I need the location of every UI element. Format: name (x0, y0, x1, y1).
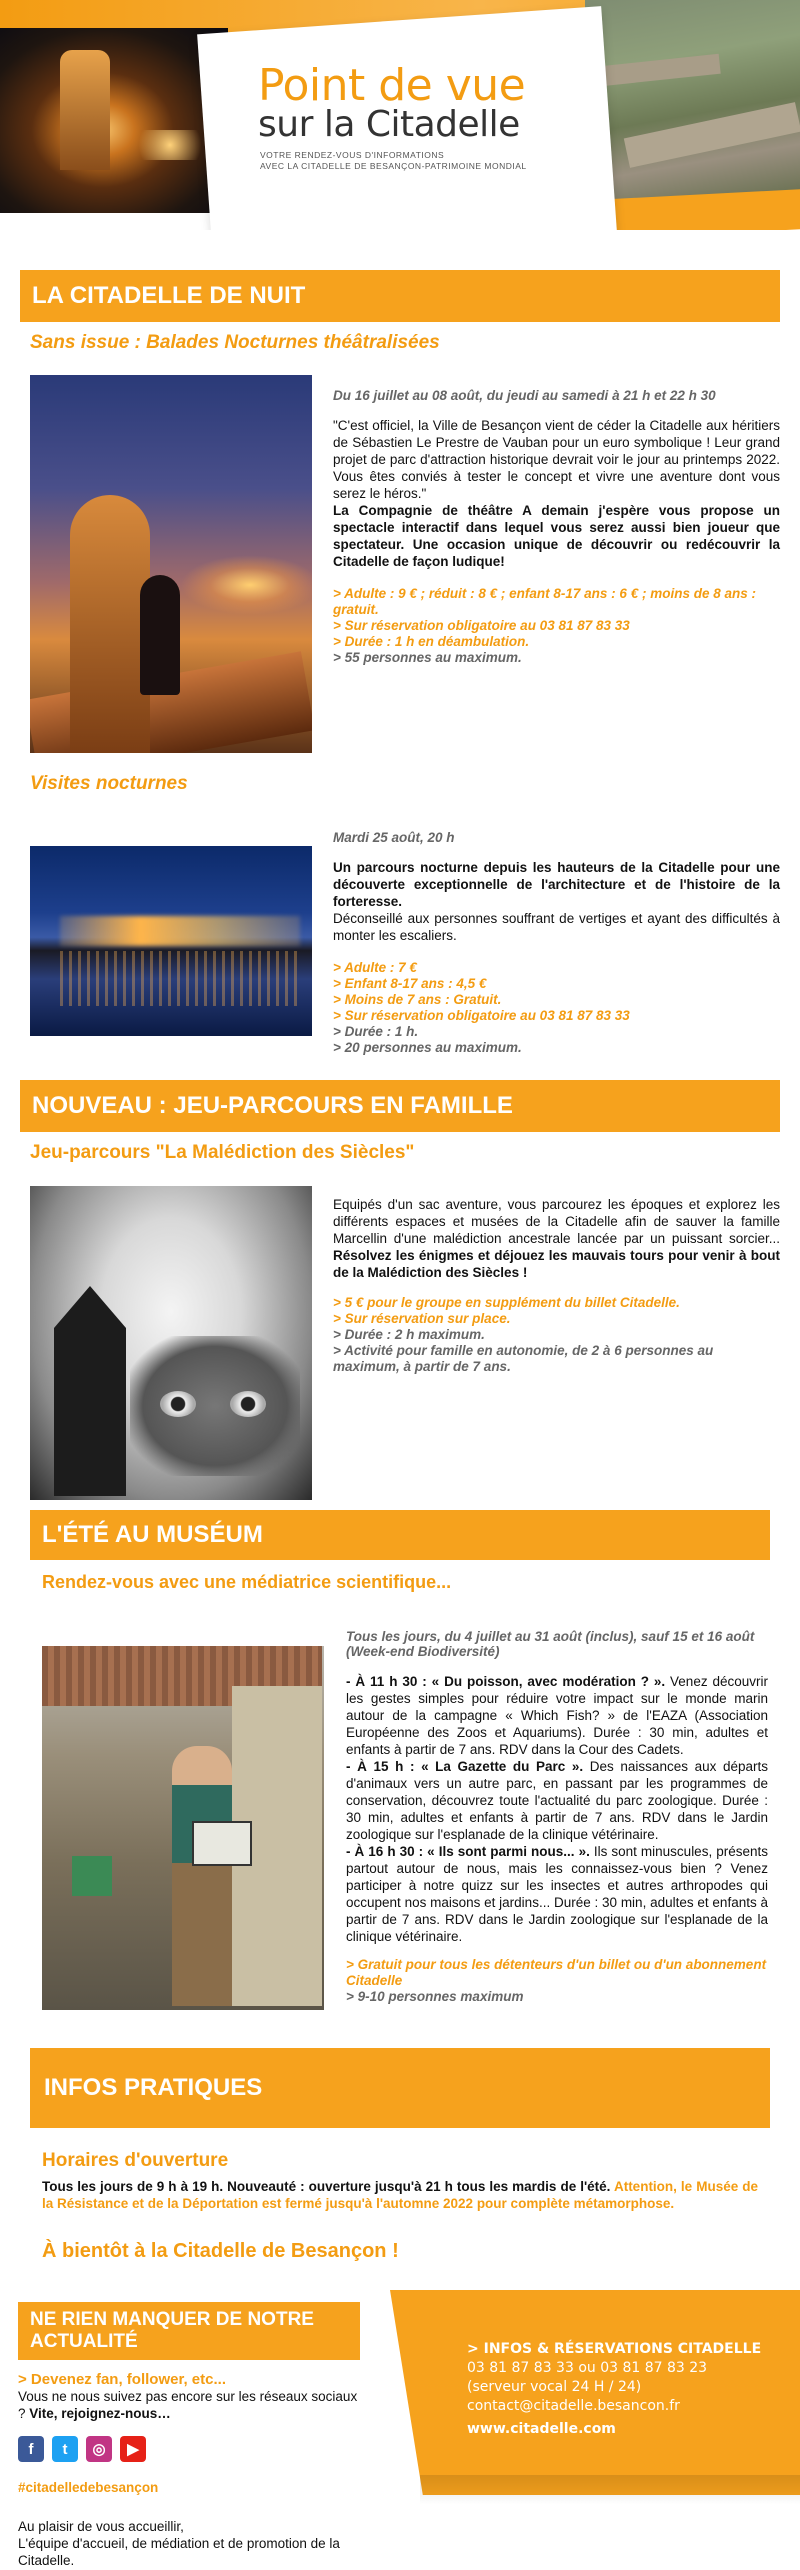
fan-text-bold: Vite, rejoignez-nous… (29, 2406, 171, 2421)
footer-banner: NE RIEN MANQUER DE NOTRE ACTUALITÉ (18, 2302, 360, 2360)
header-photo-citadelle-aerial (585, 0, 800, 205)
event-details-museum (346, 1629, 768, 2005)
jeu-description: Equipés d'un sac aventure, vous parcourez les époques et explorez les différents espaces et musées de la Citadelle afin de sauver la famille Marcellin d'une malédiction ancestrale lancée par un puissant sorcier... (333, 1197, 780, 1246)
fan-text (18, 2388, 368, 2422)
event-title-visites: Visites nocturnes (30, 773, 188, 794)
subtitle-line1: VOTRE RENDEZ-VOUS D'INFORMATIONS (260, 150, 445, 160)
subtitle-line2: AVEC LA CITADELLE DE BESANÇON-PATRIMOINE MONDIAL (260, 161, 527, 171)
fan-title[interactable]: > Devenez fan, follower, etc... (18, 2371, 226, 2388)
event-description-bold: La Compagnie de théâtre A demain j'espère vous propose un spectacle interactif dans lequel vous serez aussi bien joueur que spectateur. Une occasion unique de découvrir ou redécouvrir la Citadelle de façon ludique! (333, 503, 780, 569)
photo-jeu-parcours (30, 1186, 312, 1500)
newsletter-title: Point de vue (258, 60, 526, 111)
fan-text-main: Vous ne nous suivez pas encore sur les réseaux sociaux ? (18, 2389, 358, 2421)
museum-slot-2 (346, 1758, 768, 1843)
youtube-icon[interactable]: ▶ (120, 2436, 146, 2462)
event-capacity: > 55 personnes au maximum. (333, 650, 522, 665)
event-details-jeu (333, 1196, 780, 1375)
photo-visites-nocturnes (30, 846, 312, 1036)
social-icons (18, 2436, 368, 2462)
event-description: "C'est officiel, la Ville de Besançon vient de céder la Citadelle aux héritiers de Sébastien Le Prestre de Vauban pour un euro symbolique ! Leur grand projet de parc d'attraction historique devrait voir le jour au printemps 2022. Vous êtes conviés à tester le concept et vivre une aventure dont vous serez le héros." (333, 418, 780, 501)
jeu-description-bold: Résolvez les énigmes et déjouez les mauvais tours pour venir à bout de la Malédiction des Siècles ! (333, 1248, 780, 1280)
slot-1-text: Venez découvrir les gestes simples pour réduire votre impact sur le monde marin autour de la campagne « Which Fish? » de l'EAZA (Association Européenne des Zoos et Aquariums). Durée : 30 min, adultes et enfants à partir de 7 ans. RDV dans la Cour des Cadets. (346, 1674, 768, 1757)
farewell-text: À bientôt à la Citadelle de Besançon ! (42, 2240, 399, 2262)
footer-social (18, 2372, 368, 2569)
price-child: > Enfant 8-17 ans : 4,5 € (333, 976, 487, 991)
instagram-icon[interactable]: ◎ (86, 2436, 112, 2462)
price-small: > Moins de 7 ans : Gratuit. (333, 992, 502, 1007)
signoff-line1: Au plaisir de vous accueillir, (18, 2519, 184, 2534)
event-activity: > Activité pour famille en autonomie, de 2 à 6 personnes au maximum, à partir de 7 ans. (333, 1343, 714, 1374)
event-title-balades: Sans issue : Balades Nocturnes théâtralisées (30, 332, 440, 353)
signoff-line2: L'équipe d'accueil, de médiation et de promotion de la Citadelle. (18, 2536, 340, 2568)
museum-free: > Gratuit pour tous les détenteurs d'un billet ou d'un abonnement Citadelle (346, 1957, 767, 1988)
header (0, 0, 800, 230)
event-date: Mardi 25 août, 20 h (333, 830, 455, 845)
event-details-balades (333, 388, 780, 666)
event-duration: > Durée : 1 h en déambulation. (333, 634, 530, 649)
contact-website[interactable]: www.citadelle.com (467, 2421, 616, 2437)
slot-1-title: - À 11 h 30 : « Du poisson, avec modération ? ». (346, 1674, 666, 1689)
event-description: Déconseillé aux personnes souffrant de vertiges et ayant des difficultés à monter les escaliers. (333, 911, 780, 943)
newsletter-subtitle (260, 150, 527, 172)
price-adult: > Adulte : 7 € (333, 960, 417, 975)
signoff (18, 2518, 368, 2569)
event-details-visites (333, 830, 780, 1056)
event-date: Tous les jours, du 4 juillet au 31 août (inclus), sauf 15 et 16 août (Week-end Biodiversité) (346, 1629, 755, 1659)
event-duration: > Durée : 2 h maximum. (333, 1327, 485, 1342)
header-photo-night-tower (0, 28, 228, 213)
slot-3-title: - À 16 h 30 : « Ils sont parmi nous... ». (346, 1844, 590, 1859)
twitter-icon[interactable]: t (52, 2436, 78, 2462)
museum-slot-3 (346, 1843, 768, 1945)
footer-contact-shadow (420, 2475, 800, 2505)
photo-museum-mediatrice (42, 1646, 324, 2010)
hours-text-bold: Tous les jours de 9 h à 19 h. Nouveauté : ouverture jusqu'à 21 h tous les mardis de l'été. (42, 2179, 611, 2194)
hours-text (42, 2178, 758, 2212)
section-banner-jeu: NOUVEAU : JEU-PARCOURS EN FAMILLE (20, 1080, 780, 1132)
event-reservation: > Sur réservation obligatoire au 03 81 87 83 33 (333, 618, 630, 633)
facebook-icon[interactable]: f (18, 2436, 44, 2462)
contact-block (467, 2340, 787, 2439)
museum-slot-1 (346, 1673, 768, 1758)
hashtag[interactable]: #citadelledebesançon (18, 2480, 159, 2495)
event-title-museum: Rendez-vous avec une médiatrice scientifique... (42, 1572, 452, 1592)
section-banner-museum: L'ÉTÉ AU MUSÉUM (30, 1510, 770, 1560)
event-description-bold: Un parcours nocturne depuis les hauteurs de la Citadelle pour une découverte exceptionnelle de l'architecture et de l'histoire de la forteresse. (333, 860, 780, 909)
hours-title: Horaires d'ouverture (42, 2150, 229, 2171)
header-photo-tower (60, 50, 110, 170)
slot-3-text: Ils sont minuscules, présents partout autour de nous, mais les connaissez-vous bien ? Venez participer à notre quizz sur les insectes et autres arthropodes qui occupent nos maisons et jardins... Durée : 30 min, adultes et enfants à partir de 7 ans. RDV dans le Jardin zoologique sur l'esplanade de la clinique vétérinaire. (346, 1844, 768, 1944)
photo-balades-nocturnes (30, 375, 312, 753)
event-reservation: > Sur réservation obligatoire au 03 81 87 83 33 (333, 1008, 630, 1023)
event-duration: > Durée : 1 h. (333, 1024, 419, 1039)
event-date: Du 16 juillet au 08 août, du jeudi au samedi à 21 h et 22 h 30 (333, 388, 716, 403)
contact-title: > INFOS & RÉSERVATIONS CITADELLE (467, 2341, 762, 2357)
event-reservation: > Sur réservation sur place. (333, 1311, 511, 1326)
event-price: > Adulte : 9 € ; réduit : 8 € ; enfant 8-17 ans : 6 € ; moins de 8 ans : gratuit. (333, 586, 756, 617)
slot-2-title: - À 15 h : « La Gazette du Parc ». (346, 1759, 584, 1774)
event-description (333, 1196, 780, 1281)
museum-capacity: > 9-10 personnes maximum (346, 1989, 524, 2004)
section-banner-nuit: LA CITADELLE DE NUIT (20, 270, 780, 322)
section-banner-infos: INFOS PRATIQUES (30, 2048, 770, 2128)
hours-text-warning: Attention, le Musée de la Résistance et de la Déportation est fermé jusqu'à l'automne 2022 pour complète métamorphose. (42, 2179, 758, 2211)
event-capacity: > 20 personnes au maximum. (333, 1040, 522, 1055)
contact-phone[interactable]: 03 81 87 83 33 ou 03 81 87 83 23 (467, 2360, 708, 2376)
contact-email[interactable]: contact@citadelle.besancon.fr (467, 2398, 680, 2414)
contact-phone-note: (serveur vocal 24 H / 24) (467, 2379, 642, 2395)
newsletter-title-line2: sur la Citadelle (258, 104, 520, 145)
event-price: > 5 € pour le groupe en supplément du billet Citadelle. (333, 1295, 680, 1310)
event-title-jeu: Jeu-parcours "La Malédiction des Siècles" (30, 1142, 415, 1163)
slot-2-text: Des naissances aux départs d'animaux vers un autre parc, en passant par les programmes de conservation, découvrez toute l'actualité du parc zoologique. Durée : 30 min, adultes et enfants à partir de 7 ans. RDV dans le Jardin zoologique sur l'esplanade de la clinique vétérinaire. (346, 1759, 768, 1842)
